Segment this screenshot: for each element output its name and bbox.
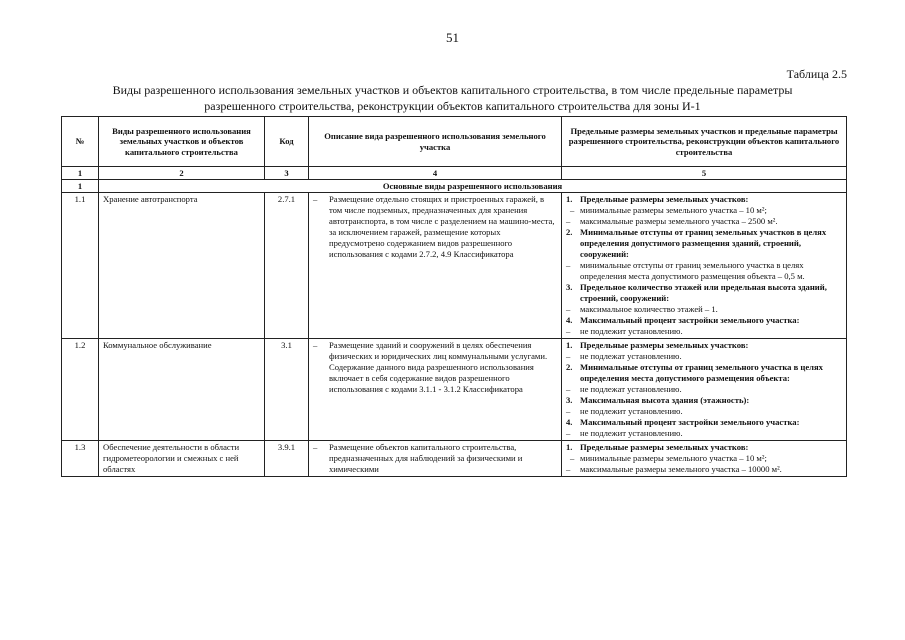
parameter-heading bbox=[566, 442, 842, 453]
parameter-number: 3. bbox=[566, 395, 573, 405]
parameter-heading bbox=[566, 395, 842, 406]
parameter-value-text: не подлежит установлению. bbox=[580, 326, 683, 336]
description-item bbox=[313, 340, 557, 395]
parameter-title: Минимальные отступы от границ земельных участков в целях определения допустимого размещения зданий, строений, сооружений: bbox=[580, 227, 827, 259]
parameter-value-text: максимальное количество этажей – 1. bbox=[580, 304, 718, 314]
row-code: 3.1 bbox=[265, 339, 309, 441]
dash-bullet: – bbox=[566, 326, 571, 336]
parameter-value-text: максимальные размеры земельного участка – 2500 м². bbox=[580, 216, 778, 226]
parameter-value-text: минимальные размеры земельного участка – 10 м²; bbox=[580, 453, 767, 463]
row-num: 1.1 bbox=[62, 193, 99, 339]
page-number: 51 bbox=[446, 30, 459, 45]
parameter-value-text: минимальные размеры земельного участка – 10 м²; bbox=[580, 205, 767, 215]
parameter-title: Предельные размеры земельных участков: bbox=[580, 442, 749, 452]
caption-line-1: Виды разрешенного использования земельных участков и объектов капитального строительства, в том числе предельные параметры bbox=[112, 83, 793, 97]
header-description: Описание вида разрешенного использования земельного участка bbox=[309, 117, 562, 167]
header-num: № bbox=[62, 117, 99, 167]
dash-bullet: – bbox=[566, 464, 571, 474]
parameter-number: 1. bbox=[566, 340, 573, 350]
parameter-value bbox=[566, 216, 842, 227]
section-title: Основные виды разрешенного использования bbox=[99, 180, 847, 193]
parameter-heading bbox=[566, 315, 842, 326]
parameter-title: Максимальный процент застройки земельного участка: bbox=[580, 417, 800, 427]
description-text: Размещение зданий и сооружений в целях обеспечения физических и юридических лиц коммунальными услугами. Содержание данного вида разрешенного использования включает в себя содержание видов разрешенного использования с кодами 3.1.1 - 3.1.2 Классификатора bbox=[329, 340, 548, 394]
parameter-value-text: минимальные отступы от границ земельного участка в целях определения места допустимого размещения объекта – 0,5 м. bbox=[580, 260, 805, 281]
row-code: 3.9.1 bbox=[265, 441, 309, 477]
dash-bullet: – bbox=[313, 194, 318, 204]
parameter-heading bbox=[566, 227, 842, 260]
parameter-value-text: максимальные размеры земельного участка – 10000 м². bbox=[580, 464, 782, 474]
table-label: Таблица 2.5 bbox=[786, 67, 847, 81]
zoning-table bbox=[61, 116, 847, 477]
row-description bbox=[309, 193, 562, 339]
row-parameters bbox=[562, 441, 847, 477]
dash-bullet: – bbox=[566, 406, 571, 416]
table-row bbox=[62, 339, 847, 441]
row-description bbox=[309, 339, 562, 441]
dash-bullet: – bbox=[566, 351, 571, 361]
column-number: 3 bbox=[265, 167, 309, 180]
parameter-value-text: не подлежат установлению. bbox=[580, 384, 682, 394]
description-text: Размещение объектов капитального строительства, предназначенных для наблюдений за физическими и химическими bbox=[329, 442, 523, 474]
parameter-title: Предельные размеры земельных участков: bbox=[580, 194, 749, 204]
parameter-title: Максимальный процент застройки земельного участка: bbox=[580, 315, 800, 325]
dash-bullet: – bbox=[570, 205, 575, 215]
parameter-heading bbox=[566, 194, 842, 205]
parameter-heading bbox=[566, 340, 842, 351]
column-number: 1 bbox=[62, 167, 99, 180]
row-description bbox=[309, 441, 562, 477]
dash-bullet: – bbox=[566, 304, 571, 314]
table-row bbox=[62, 441, 847, 477]
parameter-heading bbox=[566, 282, 842, 304]
parameter-value-text: не подлежит установлению. bbox=[580, 428, 683, 438]
dash-bullet: – bbox=[566, 260, 571, 270]
dash-bullet: – bbox=[570, 453, 575, 463]
column-number: 5 bbox=[562, 167, 847, 180]
dash-bullet: – bbox=[313, 340, 318, 350]
parameter-value-text: не подлежат установлению. bbox=[580, 351, 682, 361]
parameter-value bbox=[566, 205, 842, 216]
parameter-heading bbox=[566, 362, 842, 384]
row-kind-name: Коммунальное обслуживание bbox=[99, 339, 265, 441]
parameter-heading bbox=[566, 417, 842, 428]
column-number: 2 bbox=[99, 167, 265, 180]
row-kind-name: Хранение автотранспорта bbox=[99, 193, 265, 339]
parameter-value bbox=[566, 428, 842, 439]
dash-bullet: – bbox=[566, 384, 571, 394]
section-num: 1 bbox=[62, 180, 99, 193]
column-number: 4 bbox=[309, 167, 562, 180]
parameter-value bbox=[566, 260, 842, 282]
parameter-number: 2. bbox=[566, 362, 573, 372]
header-parameters: Предельные размеры земельных участков и предельные параметры разрешенного строительства, реконструкции объектов капитального строительства bbox=[562, 117, 847, 167]
parameter-title: Предельное количество этажей или предельная высота зданий, строений, сооружений: bbox=[580, 282, 827, 303]
description-item bbox=[313, 194, 557, 260]
row-parameters bbox=[562, 193, 847, 339]
parameter-number: 2. bbox=[566, 227, 573, 237]
parameter-value-text: не подлежит установлению. bbox=[580, 406, 683, 416]
table-row bbox=[62, 193, 847, 339]
parameter-value bbox=[566, 351, 842, 362]
row-kind-name: Обеспечение деятельности в области гидрометеорологии и смежных с ней областях bbox=[99, 441, 265, 477]
parameter-number: 1. bbox=[566, 442, 573, 452]
caption-line-2: разрешенного строительства, реконструкции объектов капитального строительства для зоны И-1 bbox=[204, 99, 701, 113]
parameter-value bbox=[566, 406, 842, 417]
parameter-title: Минимальные отступы от границ земельного участка в целях определения места допустимого размещения объекта: bbox=[580, 362, 823, 383]
parameter-number: 4. bbox=[566, 417, 573, 427]
row-num: 1.2 bbox=[62, 339, 99, 441]
parameter-value bbox=[566, 384, 842, 395]
description-text: Размещение отдельно стоящих и пристроенных гаражей, в том числе подземных, предназначенных для хранения автотранспорта, в том числе с разделением на машино-места, за исключением гаражей, размещение которых предусмотрено содержанием видов разрешенного использования с кодами 2.7.2, 4.9 Классификатора bbox=[329, 194, 555, 259]
header-kinds: Виды разрешенного использования земельных участков и объектов капитального строительства bbox=[99, 117, 265, 167]
dash-bullet: – bbox=[313, 442, 318, 452]
parameter-title: Предельные размеры земельных участков: bbox=[580, 340, 749, 350]
parameter-title: Максимальная высота здания (этажность): bbox=[580, 395, 750, 405]
column-number-row bbox=[62, 167, 847, 180]
parameter-value bbox=[566, 304, 842, 315]
dash-bullet: – bbox=[566, 216, 571, 226]
table-caption bbox=[60, 82, 845, 114]
description-item bbox=[313, 442, 557, 475]
parameter-value bbox=[566, 464, 842, 475]
parameter-number: 4. bbox=[566, 315, 573, 325]
header-row bbox=[62, 117, 847, 167]
row-parameters bbox=[562, 339, 847, 441]
parameter-number: 3. bbox=[566, 282, 573, 292]
row-num: 1.3 bbox=[62, 441, 99, 477]
parameter-value bbox=[566, 453, 842, 464]
section-row bbox=[62, 180, 847, 193]
parameter-value bbox=[566, 326, 842, 337]
row-code: 2.7.1 bbox=[265, 193, 309, 339]
dash-bullet: – bbox=[566, 428, 571, 438]
header-code: Код bbox=[265, 117, 309, 167]
parameter-number: 1. bbox=[566, 194, 573, 204]
